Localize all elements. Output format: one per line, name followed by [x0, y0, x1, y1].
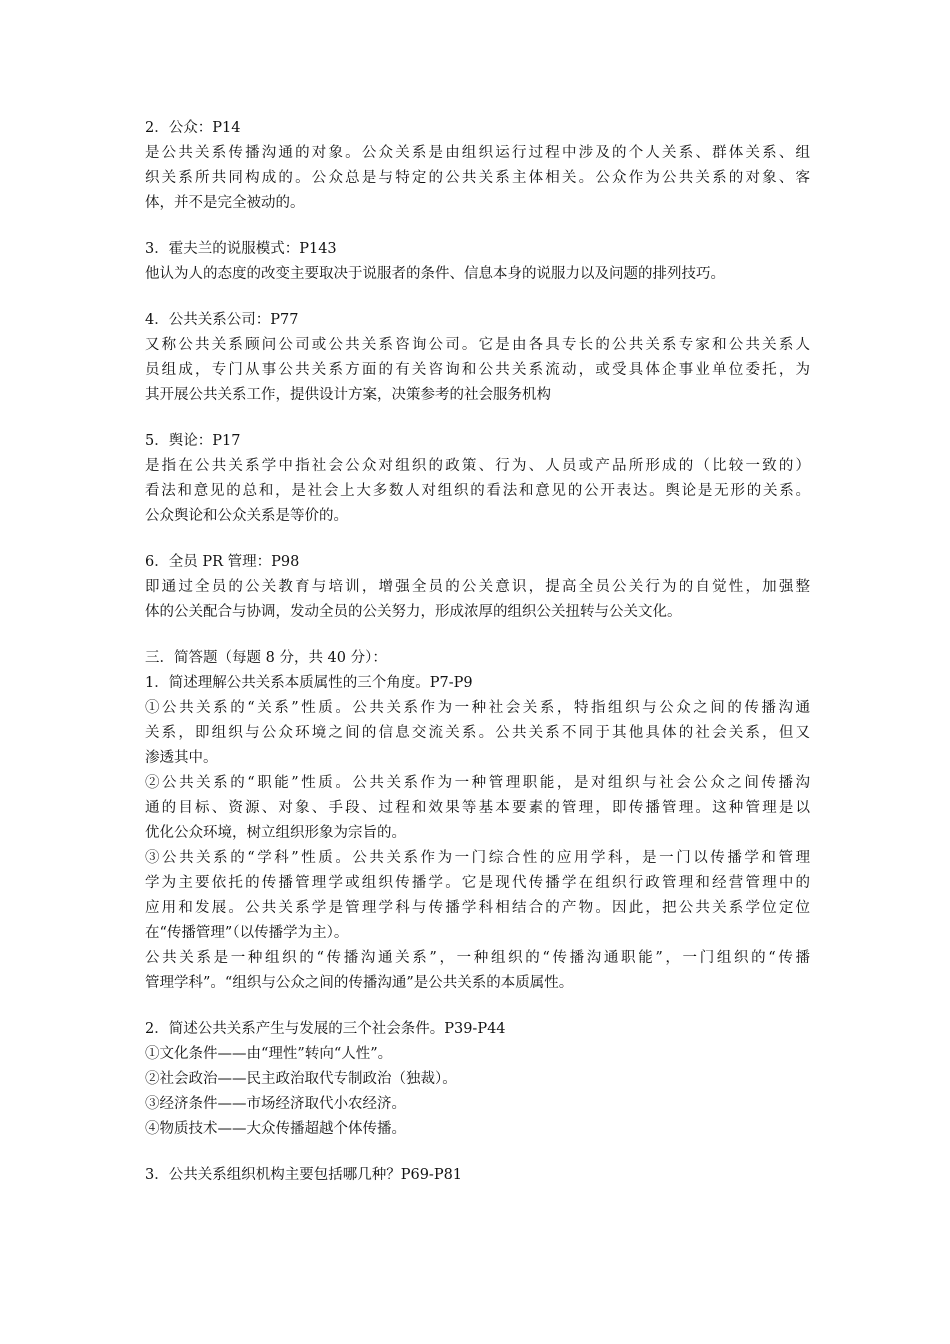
list-item: ③经济条件——市场经济取代小农经济。 [145, 1096, 406, 1112]
section-heading: 4．公共关系公司：P77 [145, 312, 299, 328]
paragraph-line: 公共关系是一种组织的“传播沟通关系”，一种组织的“传播沟通职能”，一门组织的“传播 [145, 950, 810, 966]
section-all-staff-pr [145, 550, 810, 625]
section-public [145, 116, 810, 216]
list-item: ④物质技术——大众传播超越个体传播。 [145, 1121, 406, 1137]
paragraph-line: 学为主要依托的传播管理学或组织传播学。它是现代传播学在组织行政管理和经营管理中的 [145, 875, 810, 891]
section-organization [145, 1163, 810, 1188]
paragraph-line: 是指在公共关系学中指社会公众对组织的政策、行为、人员或产品所形成的（比较一致的） [145, 458, 810, 474]
list-item: ②社会政治——民主政治取代专制政治（独裁）。 [145, 1071, 457, 1087]
paragraph-line: 体，并不是完全被动的。 [145, 195, 305, 211]
section-heading: 6．全员 PR 管理：P98 [145, 554, 300, 570]
paragraph-gap [145, 1142, 810, 1163]
paragraph-gap [145, 529, 810, 550]
paragraph-line: ①公共关系的“关系”性质。公共关系作为一种社会关系，特指组织与公众之间的传播沟通 [145, 700, 810, 716]
list-item: ①文化条件——由“理性”转向“人性”。 [145, 1046, 393, 1062]
paragraph-line: 即通过全员的公关教育与培训，增强全员的公关意识，提高全员公关行为的自觉性，加强整 [145, 579, 810, 595]
section-short-answer [145, 646, 810, 996]
section-heading: 3．霍夫兰的说服模式：P143 [145, 241, 337, 257]
section-social-conditions [145, 1017, 810, 1142]
paragraph-line: 通的目标、资源、对象、手段、过程和效果等基本要素的管理，即传播管理。这种管理是以 [145, 800, 810, 816]
paragraph-line: 员组成，专门从事公共关系方面的有关咨询和公共关系流动，或受具体企事业单位委托，为 [145, 362, 810, 378]
section-pr-company [145, 308, 810, 408]
section-hovland-persuasion [145, 237, 810, 287]
paragraph-line: 在“传播管理”（以传播学为主）。 [145, 925, 349, 941]
question-heading: 2．简述公共关系产生与发展的三个社会条件。P39-P44 [145, 1021, 506, 1037]
paragraph-line: 体的公关配合与协调，发动全员的公关努力，形成浓厚的组织公关扭转与公关文化。 [145, 604, 682, 620]
section-public-opinion [145, 429, 810, 529]
paragraph-gap [145, 287, 810, 308]
paragraph-line: 其开展公共关系工作，提供设计方案，决策参考的社会服务机构 [145, 387, 551, 403]
question-heading: 3．公共关系组织机构主要包括哪几种？P69-P81 [145, 1167, 463, 1183]
paragraph-gap [145, 408, 810, 429]
paragraph-line: ②公共关系的“职能”性质。公共关系作为一种管理职能，是对组织与社会公众之间传播沟 [145, 775, 810, 791]
paragraph-line: 看法和意见的总和，是社会上大多数人对组织的看法和意见的公开表达。舆论是无形的关系。 [145, 483, 810, 499]
paragraph-gap [145, 216, 810, 237]
question-heading: 1．简述理解公共关系本质属性的三个角度。P7-P9 [145, 675, 473, 691]
paragraph-line: 又称公共关系顾问公司或公共关系咨询公司。它是由各具专长的公共关系专家和公共关系人 [145, 337, 810, 353]
paragraph-line: 管理学科”。“组织与公众之间的传播沟通”是公共关系的本质属性。 [145, 975, 574, 991]
paragraph-gap [145, 625, 810, 646]
paragraph-line: 关系，即组织与公众环境之间的信息交流关系。公共关系不同于其他具体的社会关系，但又 [145, 725, 810, 741]
section-heading: 2．公众：P14 [145, 120, 241, 136]
paragraph-line: 公众舆论和公众关系是等价的。 [145, 508, 348, 524]
paragraph-gap [145, 996, 810, 1017]
section-heading: 三．简答题（每题 8 分，共 40 分）： [145, 650, 387, 666]
paragraph-line: 织关系所共同构成的。公众总是与特定的公共关系主体相关。公众作为公共关系的对象、客 [145, 170, 810, 186]
paragraph-line: 应用和发展。公共关系学是管理学科与传播学科相结合的产物。因此，把公共关系学位定位 [145, 900, 810, 916]
paragraph-line: 是公共关系传播沟通的对象。公众关系是由组织运行过程中涉及的个人关系、群体关系、组 [145, 145, 810, 161]
paragraph-line: 他认为人的态度的改变主要取决于说服者的条件、信息本身的说服力以及问题的排列技巧。 [145, 266, 725, 282]
paragraph-line: ③公共关系的“学科”性质。公共关系作为一门综合性的应用学科，是一门以传播学和管理 [145, 850, 810, 866]
section-heading: 5．舆论：P17 [145, 433, 241, 449]
document-page [145, 116, 810, 1188]
paragraph-line: 渗透其中。 [145, 750, 218, 766]
paragraph-line: 优化公众环境，树立组织形象为宗旨的。 [145, 825, 406, 841]
